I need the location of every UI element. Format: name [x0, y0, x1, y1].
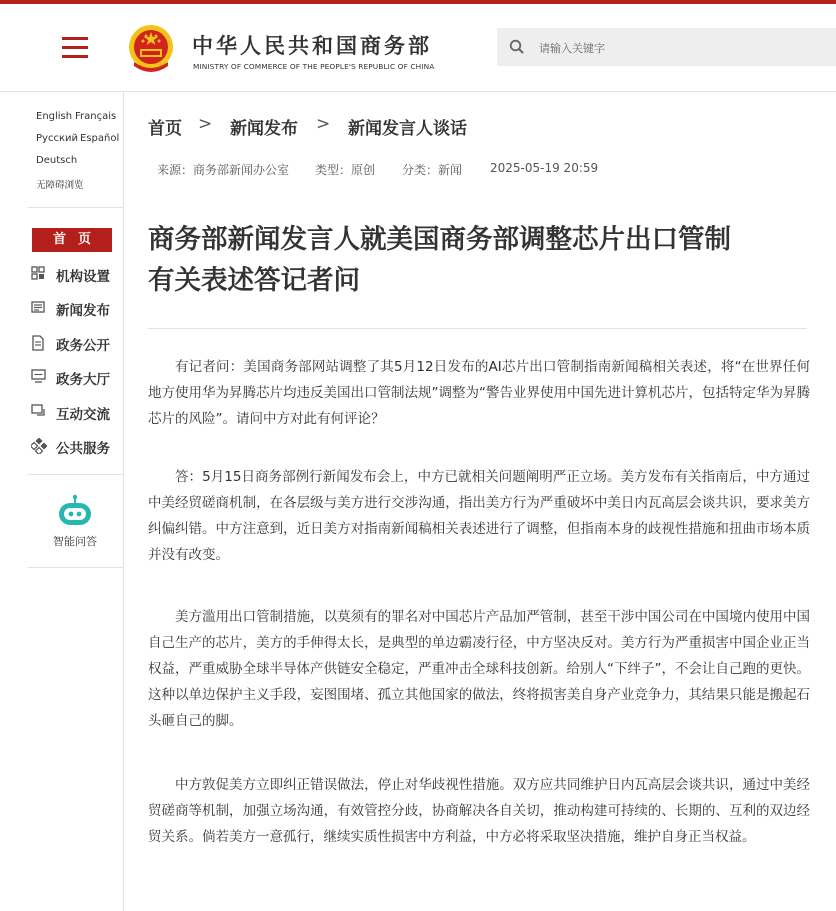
robot-icon[interactable]: [57, 494, 93, 528]
sidebar-divider: [28, 207, 123, 208]
article-datetime: 2025-05-19 20:59: [490, 161, 599, 175]
article-type: 类型：原创: [315, 163, 376, 177]
sidebar-item-service-hall[interactable]: [31, 365, 123, 389]
search-icon[interactable]: [509, 39, 525, 55]
search-box[interactable]: [497, 28, 836, 66]
article-paragraph: 有记者问：美国商务部网站调整了其5月12日发布的AI芯片出口管制指南新闻稿相关表述，将“在世界任何地方使用华为昇腾芯片均违反美国出口管制法规”调整为“警告业界使用中国先进计算机芯片，包括特定华为昇腾芯片的风险”。请问中方对此有何评论？: [148, 359, 810, 427]
breadcrumb-separator: >: [316, 114, 331, 134]
smart-qa-link[interactable]: 智能问答: [53, 535, 97, 548]
document-icon: [31, 335, 45, 351]
accessibility-link[interactable]: 无障碍浏览: [36, 180, 84, 191]
sidebar-item-label: 机构设置: [56, 269, 110, 285]
article-paragraph: 中方敦促美方立即纠正错误做法，停止对华歧视性措施。双方应共同维护日内瓦高层会谈共识，通过中美经贸磋商等机制，加强立场沟通，有效管控分歧，协商解决各自关切，推动构建可持续的、长期的、互利的双边经贸关系。倘若美方一意孤行，继续实质性损害中方利益，中方必将采取坚决措施，维护自身正当权益。: [148, 777, 810, 845]
sidebar-item-organization[interactable]: [31, 262, 123, 286]
article-paragraph: 答：5月15日商务部例行新闻发布会上，中方已就相关问题阐明严正立场。美方发布有关指南后，中方通过中美经贸磋商机制，在各层级与美方进行交涉沟通，指出美方行为严重破坏中美日内瓦高层会谈共识，要求美方纠偏纠错。中方注意到，近日美方对指南新闻稿相关表述进行了调整，但指南本身的歧视性措施和扭曲市场本质并没有改变。: [148, 469, 810, 563]
article-source: 来源：商务部新闻办公室: [157, 163, 290, 177]
national-emblem-icon[interactable]: [126, 22, 176, 74]
title-divider: [148, 328, 807, 329]
sidebar-item-interaction[interactable]: [31, 400, 123, 424]
breadcrumb-news[interactable]: 新闻发布: [230, 119, 298, 139]
service-icon: [31, 438, 47, 454]
sidebar-divider: [28, 567, 123, 568]
sidebar-item-label: 政务大厅: [56, 372, 110, 388]
site-header: [0, 4, 836, 92]
language-spanish[interactable]: Español: [80, 133, 120, 144]
language-german[interactable]: Deutsch: [36, 155, 78, 166]
breadcrumb-separator: >: [198, 114, 213, 134]
article-title-line: 有关表述答记者问: [148, 265, 360, 296]
ministry-title-en: MINISTRY OF COMMERCE OF THE PEOPLE'S REPUBLIC OF CHINA: [193, 62, 435, 71]
article-category: 分类：新闻: [402, 163, 463, 177]
sidebar: [0, 92, 124, 911]
menu-icon[interactable]: [62, 37, 88, 59]
ministry-title-cn[interactable]: 中华人民共和国商务部: [192, 34, 432, 58]
sidebar-item-label: 互动交流: [56, 407, 110, 423]
monitor-icon: [31, 369, 46, 383]
language-english[interactable]: English: [36, 111, 73, 122]
article-paragraph: 美方滥用出口管制措施，以莫须有的罪名对中国芯片产品加严管制，甚至干涉中国公司在中国境内使用中国自己生产的芯片，美方的手伸得太长，是典型的单边霸凌行径，中方坚决反对。美方行为严重损害中国企业正当权益，严重威胁全球半导体产供链安全稳定，严重冲击全球科技创新。给别人“下绊子”，不会让自己跑的更快。这种以单边保护主义手段，妄图围堵、孤立其他国家的做法，终将损害美自身产业竞争力，其结果只能是搬起石头砸自己的脚。: [148, 609, 810, 729]
chat-icon: [31, 404, 46, 418]
sidebar-divider: [28, 474, 123, 475]
search-input[interactable]: [537, 37, 821, 59]
language-french[interactable]: Français: [75, 111, 117, 122]
sidebar-item-government-affairs[interactable]: [31, 331, 123, 355]
article-title-line: 商务部新闻发言人就美国商务部调整芯片出口管制: [148, 224, 731, 255]
breadcrumb-spokesperson[interactable]: 新闻发言人谈话: [348, 119, 467, 139]
sidebar-home-button[interactable]: 首页: [32, 228, 112, 252]
language-russian[interactable]: Русский: [36, 133, 78, 144]
sidebar-item-public-service[interactable]: [31, 434, 123, 458]
breadcrumb-home[interactable]: 首页: [148, 119, 182, 139]
org-chart-icon: [31, 266, 45, 280]
sidebar-item-news[interactable]: [31, 296, 123, 320]
news-icon: [31, 300, 45, 314]
sidebar-item-label: 政务公开: [56, 338, 110, 354]
article-title: [148, 219, 818, 301]
sidebar-item-label: 新闻发布: [56, 303, 110, 319]
sidebar-item-label: 公共服务: [56, 441, 110, 457]
